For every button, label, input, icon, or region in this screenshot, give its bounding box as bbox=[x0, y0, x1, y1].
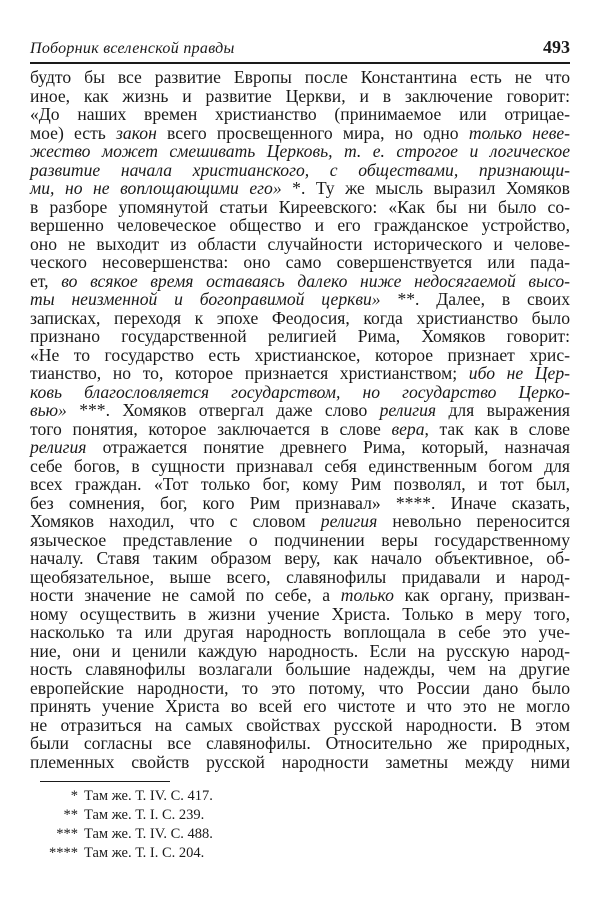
text-segment: всего просвещенного мира, но одно bbox=[156, 122, 469, 143]
text-segment: европейские народности, то это потому, что России дано было bbox=[30, 677, 570, 698]
italic-text: религия bbox=[320, 511, 378, 531]
footnote-mark: * bbox=[70, 788, 78, 804]
text-line bbox=[30, 87, 570, 106]
text-segment: отражается понятие древнего Рима, который, назначая bbox=[86, 437, 570, 457]
text-segment: насколько та или другая народность воплощала в себе это уче- bbox=[30, 622, 570, 642]
text-segment: того понятия, которое заключается в слове bbox=[30, 418, 392, 439]
text-segment: **. Далее, в своих bbox=[380, 289, 570, 309]
text-line bbox=[30, 383, 570, 402]
text-line bbox=[30, 198, 570, 217]
text-segment: принять учение Христа во всей его чистоте и что это не могло bbox=[30, 696, 570, 716]
italic-text: ты неизменной и богоправимой церкви» bbox=[30, 289, 381, 309]
text-line bbox=[30, 253, 570, 272]
text-segment: *. Ту же мысль выразил Хомяков bbox=[281, 178, 570, 198]
text-line bbox=[30, 660, 570, 679]
text-segment: , так как в слове bbox=[424, 418, 570, 439]
text-line bbox=[30, 512, 570, 531]
text-line bbox=[30, 235, 570, 254]
footnote bbox=[30, 825, 213, 844]
italic-text: во всякое время оставаясь далеко ниже недосягаемой высо- bbox=[61, 270, 570, 291]
text-segment: «Не то государство есть христианское, которое признает хрис- bbox=[30, 344, 570, 365]
text-segment: мое) есть bbox=[30, 122, 117, 143]
body-text bbox=[30, 68, 570, 771]
italic-text: религия bbox=[30, 437, 87, 457]
text-segment: ность славянофилы возлагали большие надежды, чем на другие bbox=[30, 659, 570, 679]
text-line bbox=[30, 272, 570, 291]
text-line bbox=[30, 586, 570, 605]
text-segment: всех граждан. «Тот только бог, кому Рим позволял, и тот был, bbox=[30, 474, 570, 494]
text-line bbox=[30, 420, 570, 439]
text-line bbox=[30, 142, 570, 161]
text-segment: для выражения bbox=[436, 400, 571, 420]
text-line bbox=[30, 642, 570, 661]
running-header bbox=[30, 36, 570, 60]
text-line bbox=[30, 401, 570, 420]
footnote bbox=[30, 844, 213, 863]
text-line bbox=[30, 346, 570, 365]
footnote-rule bbox=[40, 781, 170, 782]
footnote-mark: ** bbox=[63, 807, 78, 823]
text-segment: Хомяков находил, что с словом bbox=[30, 511, 321, 531]
text-line bbox=[30, 605, 570, 624]
text-line bbox=[30, 716, 570, 735]
text-segment: иное, как жизнь и развитие Церкви, и в заключение говорит: bbox=[30, 85, 570, 106]
text-line bbox=[30, 327, 570, 346]
text-line bbox=[30, 623, 570, 642]
text-line bbox=[30, 494, 570, 513]
footnote-text: Там же. Т. IV. С. 417. bbox=[84, 788, 213, 804]
italic-text: закон bbox=[116, 122, 157, 143]
text-line bbox=[30, 475, 570, 494]
text-line bbox=[30, 161, 570, 180]
text-segment: были согласны все славянофилы. Относительно же природных, bbox=[30, 733, 570, 753]
text-segment: ***. Хомяков отвергал даже слово bbox=[66, 400, 380, 420]
footnote-mark: *** bbox=[56, 826, 78, 842]
text-line bbox=[30, 568, 570, 587]
text-segment: ному осуществить в жизни учение Христа. Только в меру того, bbox=[30, 603, 570, 624]
text-line bbox=[30, 734, 570, 753]
text-line bbox=[30, 105, 570, 124]
text-segment: племенных свойств русской народности заметны между ними bbox=[30, 751, 570, 772]
text-segment: в разборе упомянутой статьи Киреевского: «Как бы ни было со- bbox=[30, 196, 570, 217]
italic-text: религия bbox=[379, 400, 437, 420]
italic-text: ми, но не воплощающими его» bbox=[30, 178, 282, 198]
text-line bbox=[30, 549, 570, 568]
text-segment: будто бы все развитие Европы после Константина есть не что bbox=[30, 67, 570, 87]
text-segment: щеобязательное, выше всего, славянофилы придавали и народ- bbox=[30, 566, 570, 587]
text-line bbox=[30, 290, 570, 309]
text-segment: ние, они и ценили каждую народность. Если на русскую народ- bbox=[30, 640, 570, 661]
footnote-text: Там же. Т. I. С. 204. bbox=[84, 845, 205, 861]
running-header-title: Поборник вселенской правды bbox=[30, 40, 235, 57]
text-segment: языческое представление о подчинении веры государственному bbox=[30, 529, 570, 550]
text-segment: признано государственной религией Рима, Хомяков говорит: bbox=[30, 326, 570, 346]
text-segment: вершенно человеческое общество и его гражданское устройство, bbox=[30, 215, 570, 235]
footnote-text: Там же. Т. I. С. 239. bbox=[84, 807, 205, 823]
text-segment: оно не выходит из области случайности исторического и челове- bbox=[30, 233, 570, 254]
footnote-mark: **** bbox=[49, 845, 78, 861]
text-segment: без сомнения, бог, кого Рим признавал» ****. Иначе сказать, bbox=[30, 492, 570, 513]
italic-text: ибо не Цер- bbox=[468, 363, 570, 383]
italic-text: только bbox=[340, 585, 394, 605]
footnote bbox=[30, 806, 213, 825]
text-line bbox=[30, 216, 570, 235]
text-segment: невольно переносится bbox=[377, 511, 570, 531]
italic-text: жество может смешивать Церковь, т. е. строгое и логическое bbox=[30, 141, 570, 161]
italic-text: вью» bbox=[30, 400, 67, 420]
italic-text: только неве- bbox=[468, 122, 570, 143]
text-line bbox=[30, 179, 570, 198]
text-segment: ет, bbox=[30, 270, 62, 291]
text-segment: как органу, призван- bbox=[393, 585, 570, 605]
italic-text: развитие начала христианского, с обществами, признающи- bbox=[30, 159, 570, 180]
text-line bbox=[30, 309, 570, 328]
text-line bbox=[30, 531, 570, 550]
text-segment: тианство, но то, которое признается христианством; bbox=[30, 363, 469, 383]
italic-text: ковь благословляется государством, но государство Церко- bbox=[30, 381, 570, 402]
text-segment: ческого несовершенства: оно само совершенствуется или пада- bbox=[30, 252, 570, 272]
text-line bbox=[30, 438, 570, 457]
text-line bbox=[30, 457, 570, 476]
text-line bbox=[30, 679, 570, 698]
text-segment: началу. Ставя таким образом веру, как начало объективное, об- bbox=[30, 548, 570, 568]
text-segment: себе богов, в сущности признавал себя единственным богом для bbox=[30, 455, 570, 476]
text-line bbox=[30, 68, 570, 87]
text-line bbox=[30, 364, 570, 383]
page-number: 493 bbox=[543, 37, 570, 57]
footnotes bbox=[30, 787, 213, 863]
text-line bbox=[30, 124, 570, 143]
text-segment: «До наших времен христианство (принимаемое или отрицае- bbox=[30, 104, 570, 124]
text-line bbox=[30, 753, 570, 772]
header-rule bbox=[30, 62, 570, 64]
footnote bbox=[30, 787, 213, 806]
text-segment: не отразиться на самых свойствах русской народности. В этом bbox=[30, 714, 570, 735]
text-line bbox=[30, 697, 570, 716]
text-segment: записках, переходя к эпохе Феодосия, когда христианство было bbox=[30, 307, 570, 328]
footnote-text: Там же. Т. IV. С. 488. bbox=[84, 826, 213, 842]
italic-text: вера bbox=[391, 418, 425, 439]
text-segment: ности значение не самой по себе, а bbox=[30, 585, 341, 605]
